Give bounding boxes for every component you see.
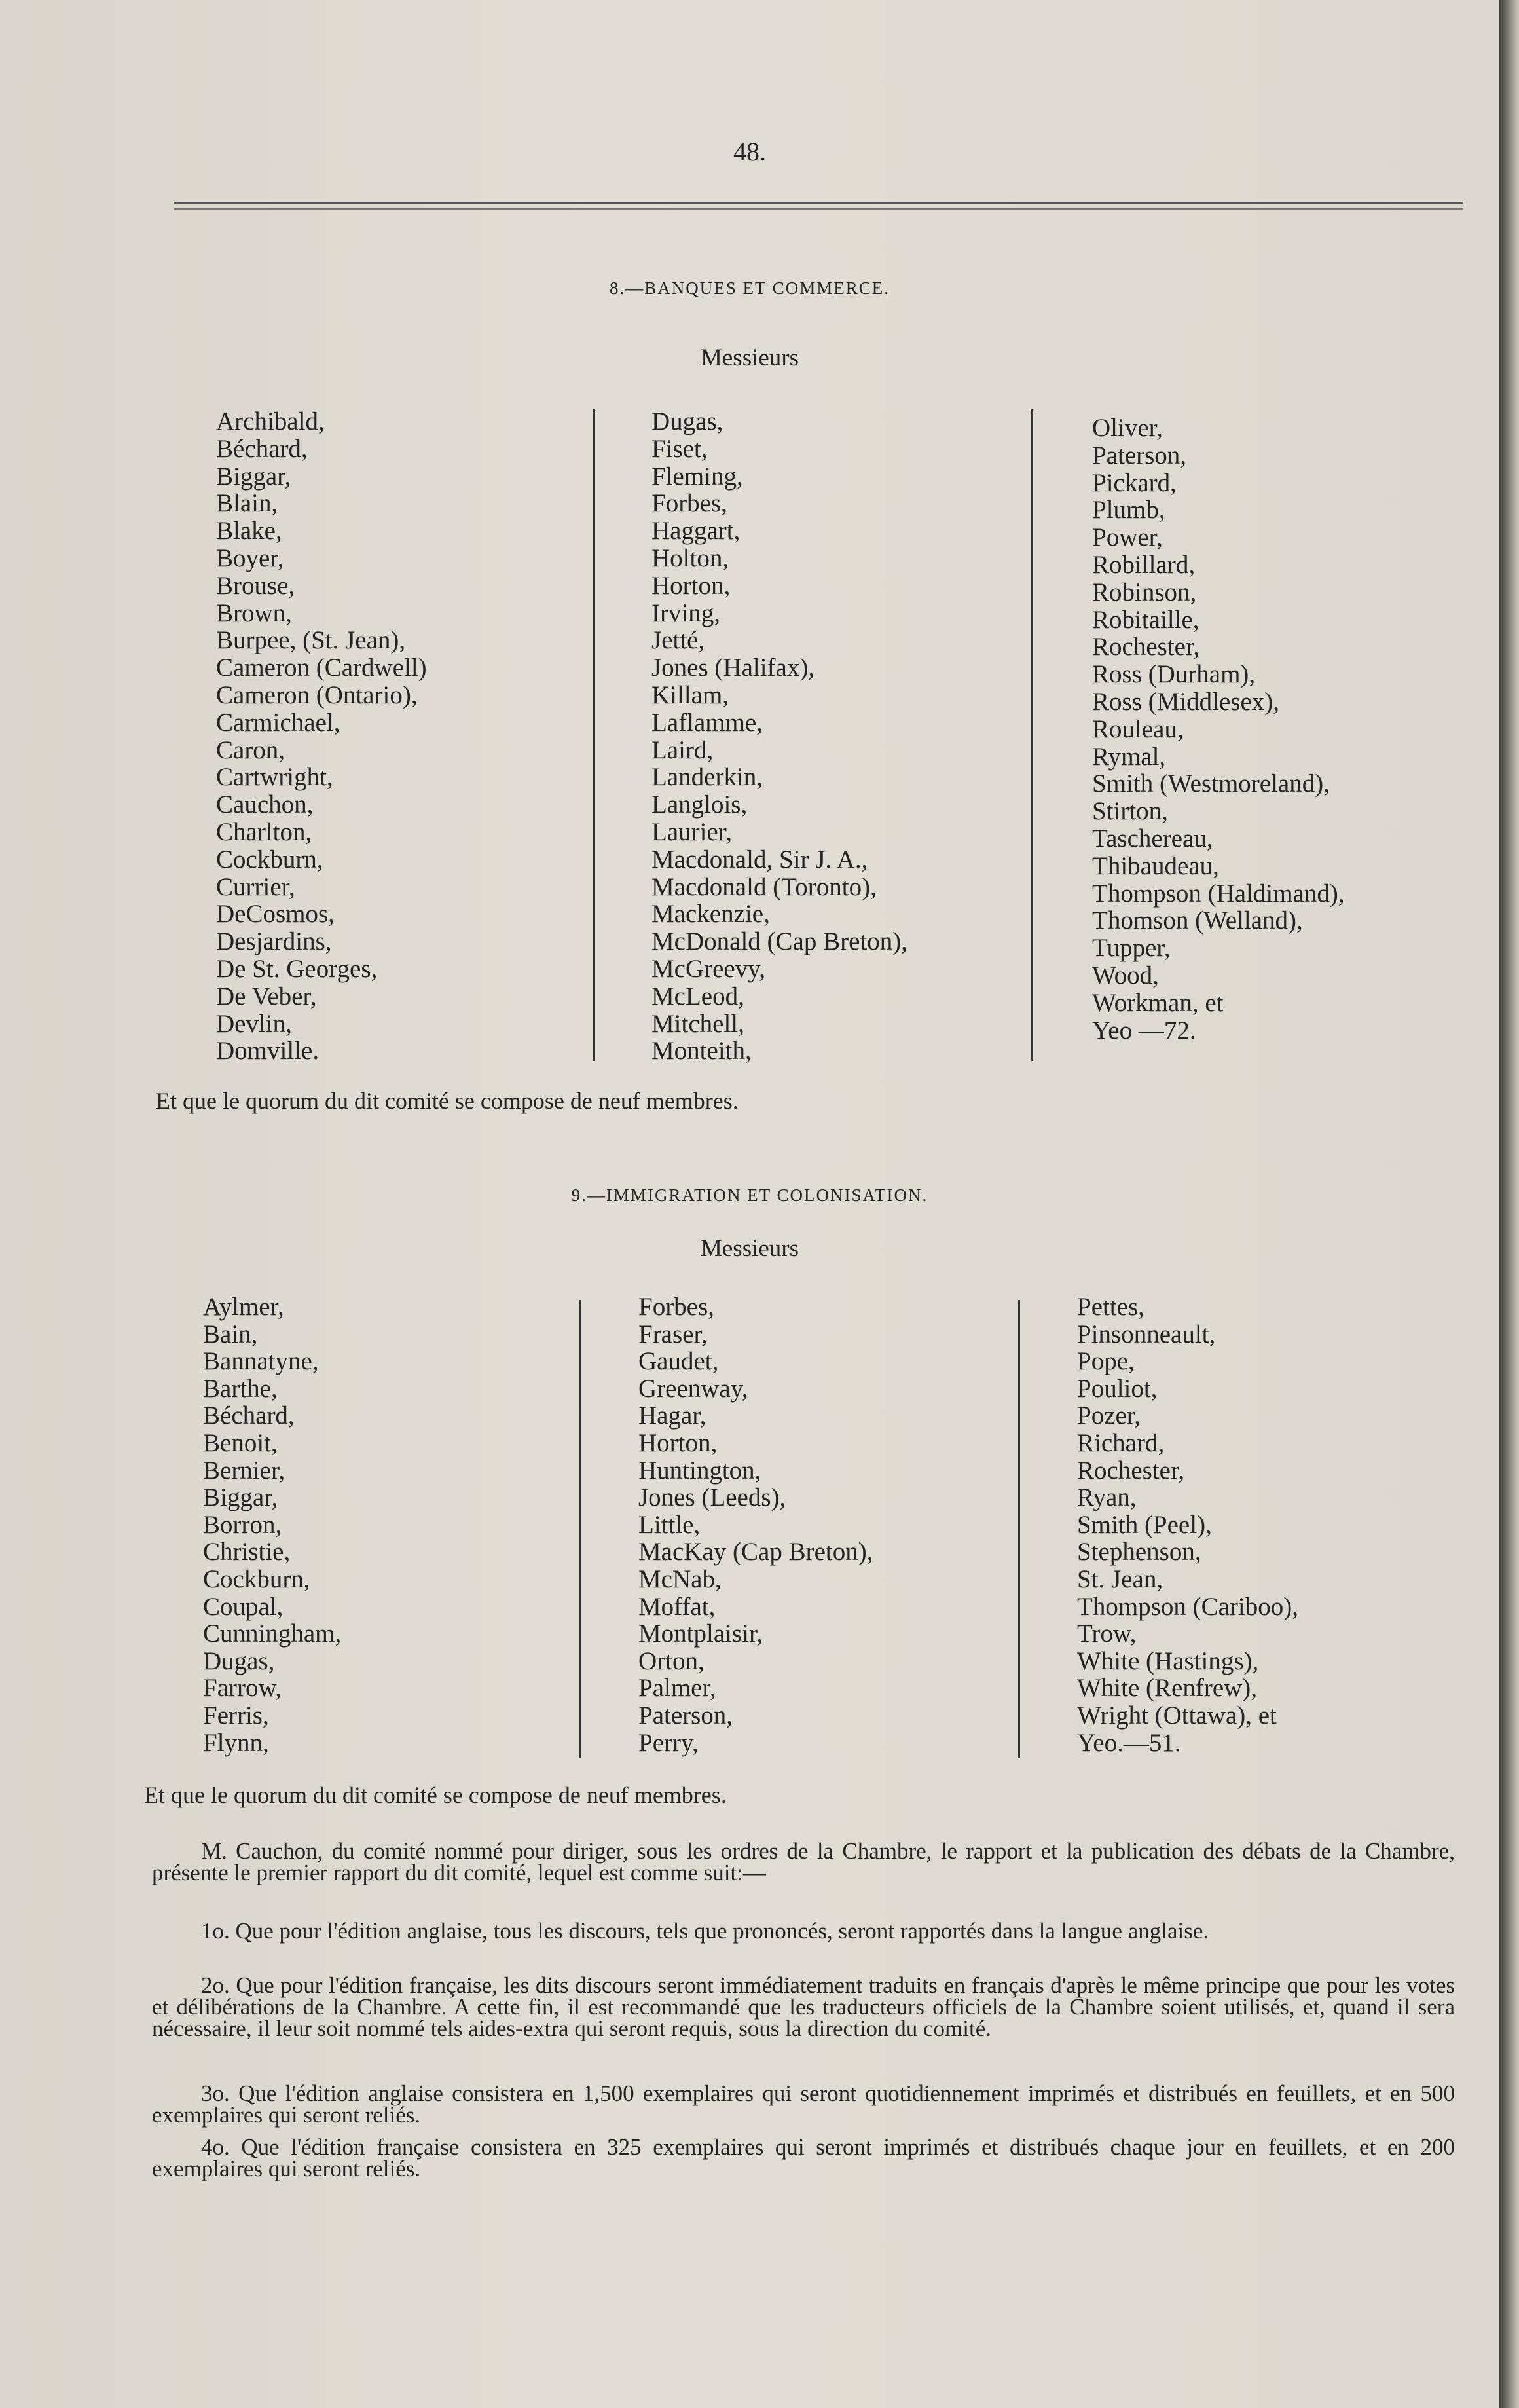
member-name: Wood, <box>1092 961 1159 990</box>
member-name: Tupper, <box>1092 934 1171 963</box>
member-name: Trow, <box>1077 1620 1137 1648</box>
section-9-quorum: Et que le quorum du dit comité se compose de neuf membres. <box>144 1782 727 1808</box>
header-rule <box>174 202 1463 204</box>
member-name: Ross (Middlesex), <box>1092 687 1279 716</box>
member-name: Pope, <box>1077 1347 1135 1376</box>
member-name: Coupal, <box>203 1592 284 1621</box>
member-name: Robinson, <box>1092 578 1197 606</box>
member-name: Workman, et <box>1092 988 1224 1017</box>
member-name: Taschereau, <box>1092 824 1213 853</box>
member-name: Farrow, <box>203 1674 282 1703</box>
member-name: Pettes, <box>1077 1293 1144 1321</box>
member-name: Fiset, <box>651 434 708 463</box>
member-name: Bannatyne, <box>203 1347 319 1376</box>
page-binding-edge <box>1499 0 1519 2408</box>
member-name: Stephenson, <box>1077 1538 1201 1566</box>
member-name: McDonald (Cap Breton), <box>651 927 907 956</box>
report-item-4 <box>152 2136 1455 2179</box>
member-name: Orton, <box>638 1646 705 1675</box>
section-8-title: 8.—BANQUES ET COMMERCE. <box>609 278 890 298</box>
member-name: Holton, <box>651 544 729 572</box>
member-name: Pouliot, <box>1077 1374 1158 1403</box>
member-name: Smith (Westmoreland), <box>1092 769 1330 798</box>
member-name: Little, <box>638 1510 701 1539</box>
member-name: Boyer, <box>216 544 284 572</box>
section-9-column-2 <box>638 1293 873 1756</box>
member-name: Power, <box>1092 523 1163 552</box>
member-name: Thompson (Haldimand), <box>1092 879 1345 908</box>
member-name: Irving, <box>651 599 721 627</box>
member-name: Biggar, <box>216 462 291 491</box>
page-number: 48. <box>733 137 766 166</box>
member-name: Benoit, <box>203 1428 278 1457</box>
member-name: Archibald, <box>216 407 325 435</box>
member-name: Dugas, <box>203 1646 275 1675</box>
section-9-column-3 <box>1077 1293 1298 1756</box>
member-name: Blain, <box>216 489 278 518</box>
member-name: Oliver, <box>1092 414 1163 442</box>
member-name: Brown, <box>216 599 292 627</box>
member-name: Desjardins, <box>216 927 332 956</box>
section-9-subtitle: Messieurs <box>700 1235 799 1262</box>
member-name: Pinsonneault, <box>1077 1320 1216 1348</box>
member-name: Wright (Ottawa), et <box>1077 1701 1277 1730</box>
member-name: Palmer, <box>638 1674 716 1703</box>
member-name: Monteith, <box>651 1037 752 1065</box>
member-name: Biggar, <box>203 1483 278 1512</box>
member-name: Christie, <box>203 1538 291 1566</box>
member-name: White (Hastings), <box>1077 1646 1259 1675</box>
member-name: Gaudet, <box>638 1347 719 1376</box>
member-name: MacKay (Cap Breton), <box>638 1538 873 1566</box>
member-name: Devlin, <box>216 1009 292 1038</box>
member-name: Laird, <box>651 735 714 764</box>
member-name: Domville. <box>216 1037 320 1065</box>
member-name: Laflamme, <box>651 708 763 737</box>
member-name: Robitaille, <box>1092 605 1199 634</box>
member-name: Landerkin, <box>651 763 763 792</box>
column-divider <box>1018 1300 1020 1758</box>
member-name: Huntington, <box>638 1456 761 1485</box>
report-item-2 <box>152 1974 1455 2039</box>
member-name: Hagar, <box>638 1401 706 1430</box>
report-item-3 <box>152 2083 1455 2126</box>
column-divider <box>593 409 595 1061</box>
member-name: Rymal, <box>1092 742 1166 771</box>
member-name: Langlois, <box>651 790 748 819</box>
member-name: De Veber, <box>216 982 317 1010</box>
member-name: Forbes, <box>651 489 727 518</box>
member-name: Rochester, <box>1092 633 1200 661</box>
report-intro-text: M. Cauchon, du comité nommé pour diriger, sous les ordres de la Chambre, le rapport et la publication des débats de la Chambre, présente le premier rapport du dit comité, lequel est comme suit:— <box>152 1838 1455 1885</box>
member-name: Fleming, <box>651 462 743 491</box>
member-name: Forbes, <box>638 1293 714 1321</box>
member-name: Paterson, <box>1092 441 1187 470</box>
member-name: Laurier, <box>651 817 732 846</box>
report-intro <box>152 1840 1455 1883</box>
report-item-text: 4o. Que l'édition française consistera en 325 exemplaires qui seront imprimés et distribués chaque jour en feuillets, et en 200 exemplaires qui seront reliés. <box>152 2134 1455 2181</box>
member-name: Barthe, <box>203 1374 278 1403</box>
section-9-column-1 <box>203 1293 341 1756</box>
member-name: Plumb, <box>1092 496 1165 525</box>
member-name: Blake, <box>216 517 282 546</box>
report-item-text: 2o. Que pour l'édition française, les dits discours seront immédiatement traduits en français d'après le même principe que pour les votes et délibérations de la Chambre. A cette fin, il est recommandé que les traducteurs officiels de la Chambre soient utilisés, et, quand il sera nécessaire, il leur soit nommé tels aides-extra qui seront requis, sous la direction du comité. <box>152 1973 1455 2041</box>
member-name: DeCosmos, <box>216 900 335 929</box>
member-name: Haggart, <box>651 517 741 546</box>
member-name: Rouleau, <box>1092 714 1184 743</box>
member-name: Mackenzie, <box>651 900 770 929</box>
member-name: McGreevy, <box>651 954 765 983</box>
member-name: Ferris, <box>203 1701 269 1730</box>
member-name: Killam, <box>651 680 729 709</box>
member-name: Ryan, <box>1077 1483 1137 1512</box>
member-name: Cameron (Cardwell) <box>216 654 427 682</box>
member-name: Bain, <box>203 1320 258 1348</box>
member-name: Paterson, <box>638 1701 733 1730</box>
member-name: Horton, <box>638 1428 718 1457</box>
member-name: Pickard, <box>1092 468 1177 497</box>
member-name: St. Jean, <box>1077 1565 1163 1593</box>
member-name: Pozer, <box>1077 1401 1141 1430</box>
member-name: De St. Georges, <box>216 954 378 983</box>
member-name: Carmichael, <box>216 708 340 737</box>
member-name: Bernier, <box>203 1456 285 1485</box>
member-name: Fraser, <box>638 1320 708 1348</box>
member-name: Cameron (Ontario), <box>216 680 418 709</box>
member-name: Béchard, <box>216 434 308 463</box>
section-8-column-2 <box>651 408 907 1065</box>
member-name: Yeo.—51. <box>1077 1728 1181 1757</box>
column-divider <box>1031 409 1033 1061</box>
member-name: Aylmer, <box>203 1293 284 1321</box>
member-name: Jones (Halifax), <box>651 654 815 682</box>
column-divider <box>579 1300 581 1758</box>
section-8-quorum: Et que le quorum du dit comité se compose de neuf membres. <box>156 1088 739 1114</box>
member-name: Smith (Peel), <box>1077 1510 1212 1539</box>
member-name: Thomson (Welland), <box>1092 906 1303 935</box>
member-name: Mitchell, <box>651 1009 744 1038</box>
member-name: Rochester, <box>1077 1456 1185 1485</box>
member-name: Macdonald (Toronto), <box>651 872 877 901</box>
member-name: Yeo —72. <box>1092 1016 1196 1045</box>
member-name: Brouse, <box>216 571 295 600</box>
member-name: Jones (Leeds), <box>638 1483 786 1512</box>
member-name: Montplaisir, <box>638 1620 763 1648</box>
member-name: Béchard, <box>203 1401 295 1430</box>
member-name: Greenway, <box>638 1374 748 1403</box>
member-name: Richard, <box>1077 1428 1165 1457</box>
member-name: White (Renfrew), <box>1077 1674 1258 1703</box>
member-name: Stirton, <box>1092 797 1168 826</box>
report-item-text: 3o. Que l'édition anglaise consistera en 1,500 exemplaires qui seront quotidiennement imprimés et distribués en feuillets, et en 500 exemplaires qui seront reliés. <box>152 2081 1455 2128</box>
section-8-column-3 <box>1092 415 1345 1044</box>
member-name: Dugas, <box>651 407 723 435</box>
header-rule-thin <box>174 208 1463 210</box>
member-name: Jetté, <box>651 626 705 655</box>
report-item-1 <box>152 1920 1455 1942</box>
member-name: Thibaudeau, <box>1092 851 1219 880</box>
report-item-text: 1o. Que pour l'édition anglaise, tous les discours, tels que prononcés, seront rapportés dans la langue anglaise. <box>201 1918 1209 1944</box>
member-name: Cunningham, <box>203 1620 342 1648</box>
member-name: Robillard, <box>1092 550 1196 579</box>
member-name: Burpee, (St. Jean), <box>216 626 406 655</box>
member-name: Caron, <box>216 735 285 764</box>
member-name: Borron, <box>203 1510 282 1539</box>
member-name: Cockburn, <box>216 845 323 874</box>
member-name: McLeod, <box>651 982 744 1010</box>
member-name: Macdonald, Sir J. A., <box>651 845 868 874</box>
member-name: Currier, <box>216 872 295 901</box>
member-name: Flynn, <box>203 1728 269 1757</box>
member-name: Horton, <box>651 571 731 600</box>
member-name: McNab, <box>638 1565 722 1593</box>
section-8-subtitle: Messieurs <box>700 344 799 371</box>
member-name: Moffat, <box>638 1592 716 1621</box>
member-name: Perry, <box>638 1728 699 1757</box>
member-name: Charlton, <box>216 817 312 846</box>
member-name: Cartwright, <box>216 763 333 792</box>
member-name: Cockburn, <box>203 1565 310 1593</box>
section-8-column-1 <box>216 408 427 1065</box>
member-name: Thompson (Cariboo), <box>1077 1592 1298 1621</box>
member-name: Ross (Durham), <box>1092 660 1256 689</box>
member-name: Cauchon, <box>216 790 314 819</box>
section-9-title: 9.—IMMIGRATION ET COLONISATION. <box>571 1185 928 1205</box>
